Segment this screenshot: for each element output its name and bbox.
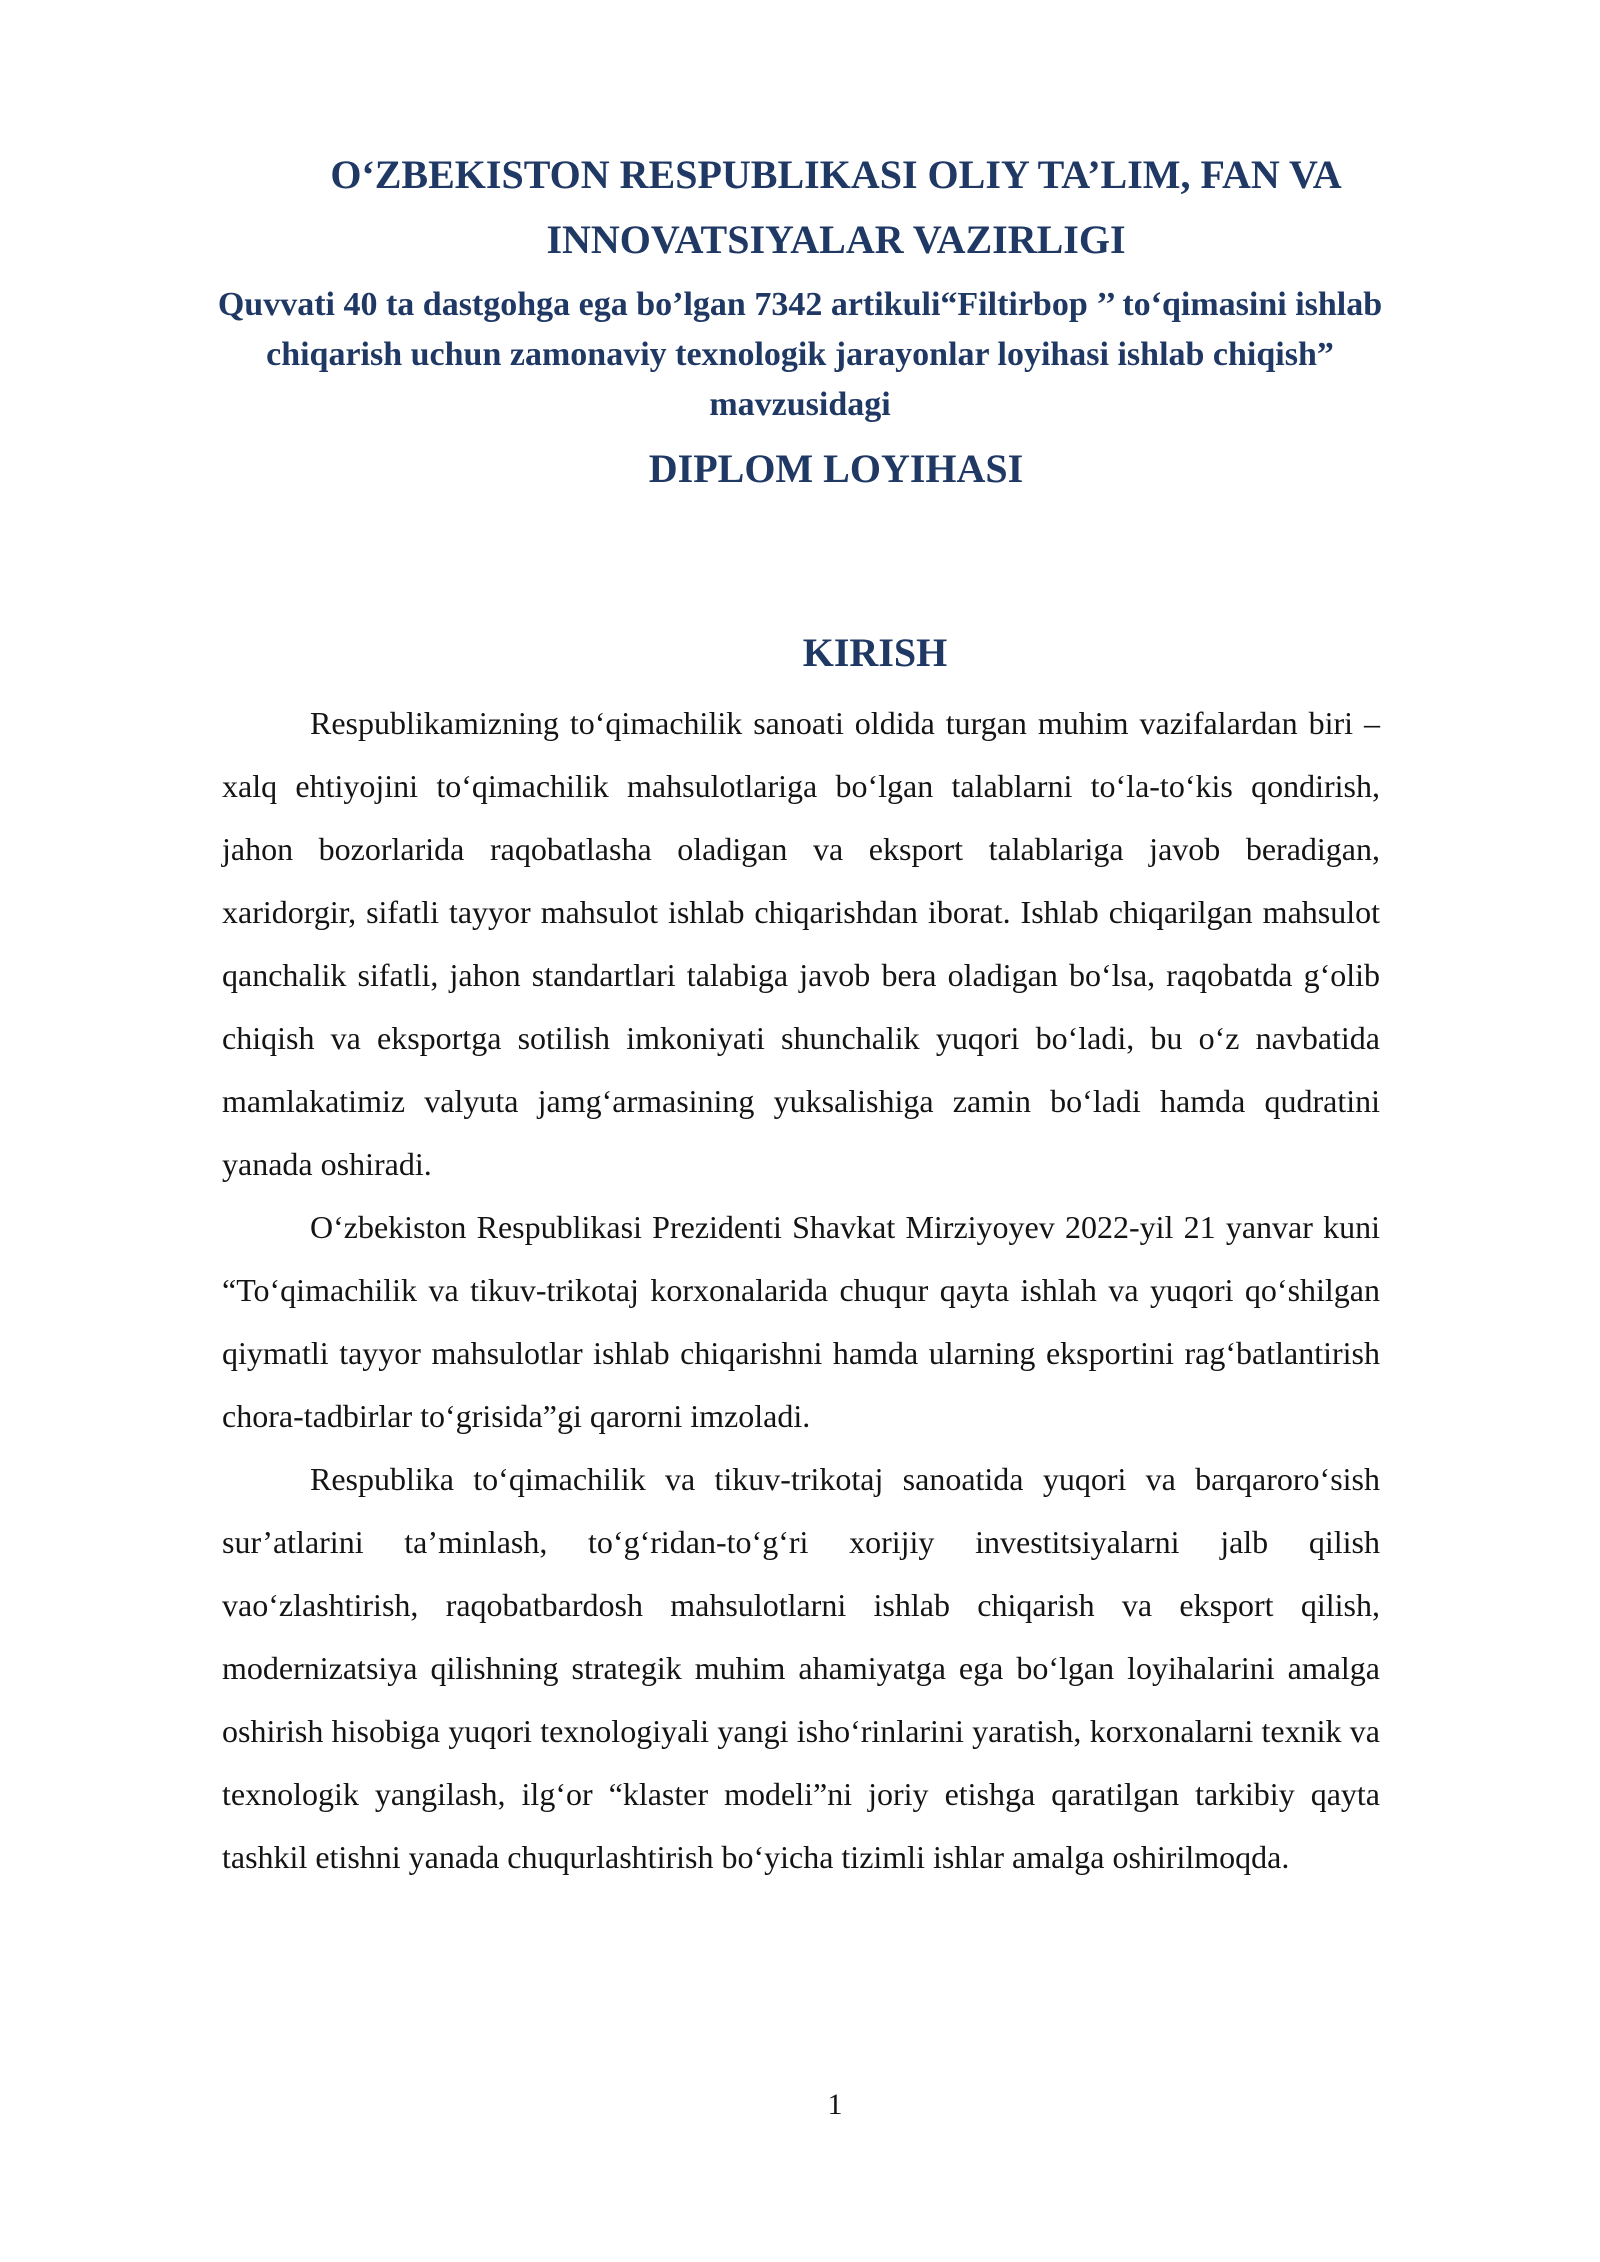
doc-type-heading: DIPLOM LOYIHASI: [648, 446, 1024, 491]
body-text: [222, 692, 1380, 1889]
section-heading-kirish: KIRISH: [802, 630, 948, 675]
ministry-title-line2: INNOVATSIYALAR VAZIRLIGI: [546, 217, 1126, 262]
body-paragraph: Respublikamizning toʻqimachilik sanoati oldida turgan muhim vazifalardan biri – xalq ehtiyojini toʻqimachilik mahsulotlariga boʻlgan talablarni toʻla-toʻkis qondirish, jahon bozorlarida raqobatlasha oladigan va eksport talablariga javob beradigan, xaridorgir, sifatli tayyor mahsulot ishlab chiqarishdan iborat. Ishlab chiqarilgan mahsulot qanchalik sifatli, jahon standartlari talabiga javob bera oladigan boʻlsa, raqobatda gʻolib chiqish va eksportga sotilish imkoniyati shunchalik yuqori boʻladi, bu oʻz navbatida mamlakatimiz valyuta jamgʻarmasining yuksalishiga zamin boʻladi hamda qudratini yanada oshiradi.: [222, 705, 1380, 1182]
body-paragraph: Oʻzbekiston Respublikasi Prezidenti Shavkat Mirziyoyev 2022-yil 21 yanvar kuni “Toʻqimachilik va tikuv-trikotaj korxonalarida chuqur qayta ishlah va yuqori qoʻshilgan qiymatli tayyor mahsulotlar ishlab chiqarishni hamda ularning eksportini ragʻbatlantirish chora-tadbirlar toʻgrisida”gi qarorni imzoladi.: [222, 1209, 1380, 1434]
ministry-title: [257, 142, 1415, 272]
page-number: 1: [827, 2088, 843, 2121]
ministry-title-line1: OʻZBEKISTON RESPUBLIKASI OLIY TA’LIM, FAN VA: [330, 152, 1342, 197]
project-subtitle: Quvvati 40 ta dastgohga ega bo’lgan 7342 artikuli“Filtirbop ’’ toʻqimasini ishlab chiqarish uchun zamonaviy texnologik jarayonlar loyihasi ishlab chiqish” mavzusidagi: [217, 286, 1383, 423]
body-paragraph: Respublika toʻqimachilik va tikuv-trikotaj sanoatida yuqori va barqaroroʻsish sur’atlarini ta’minlash, toʻgʻridan-toʻgʻri xorijiy investitsiyalarni jalb qilish vaoʻzlashtirish, raqobatbardosh mahsulotlarni ishlab chiqarish va eksport qilish, modernizatsiya qilishning strategik muhim ahamiyatga ega boʻlgan loyihalarini amalga oshirish hisobiga yuqori texnologiyali yangi ishoʻrinlarini yaratish, korxonalarni texnik va texnologik yangilash, ilgʻor “klaster modeli”ni joriy etishga qaratilgan tarkibiy qayta tashkil etishni yanada chuqurlashtirish boʻyicha tizimli ishlar amalga oshirilmoqda.: [222, 1461, 1380, 1875]
